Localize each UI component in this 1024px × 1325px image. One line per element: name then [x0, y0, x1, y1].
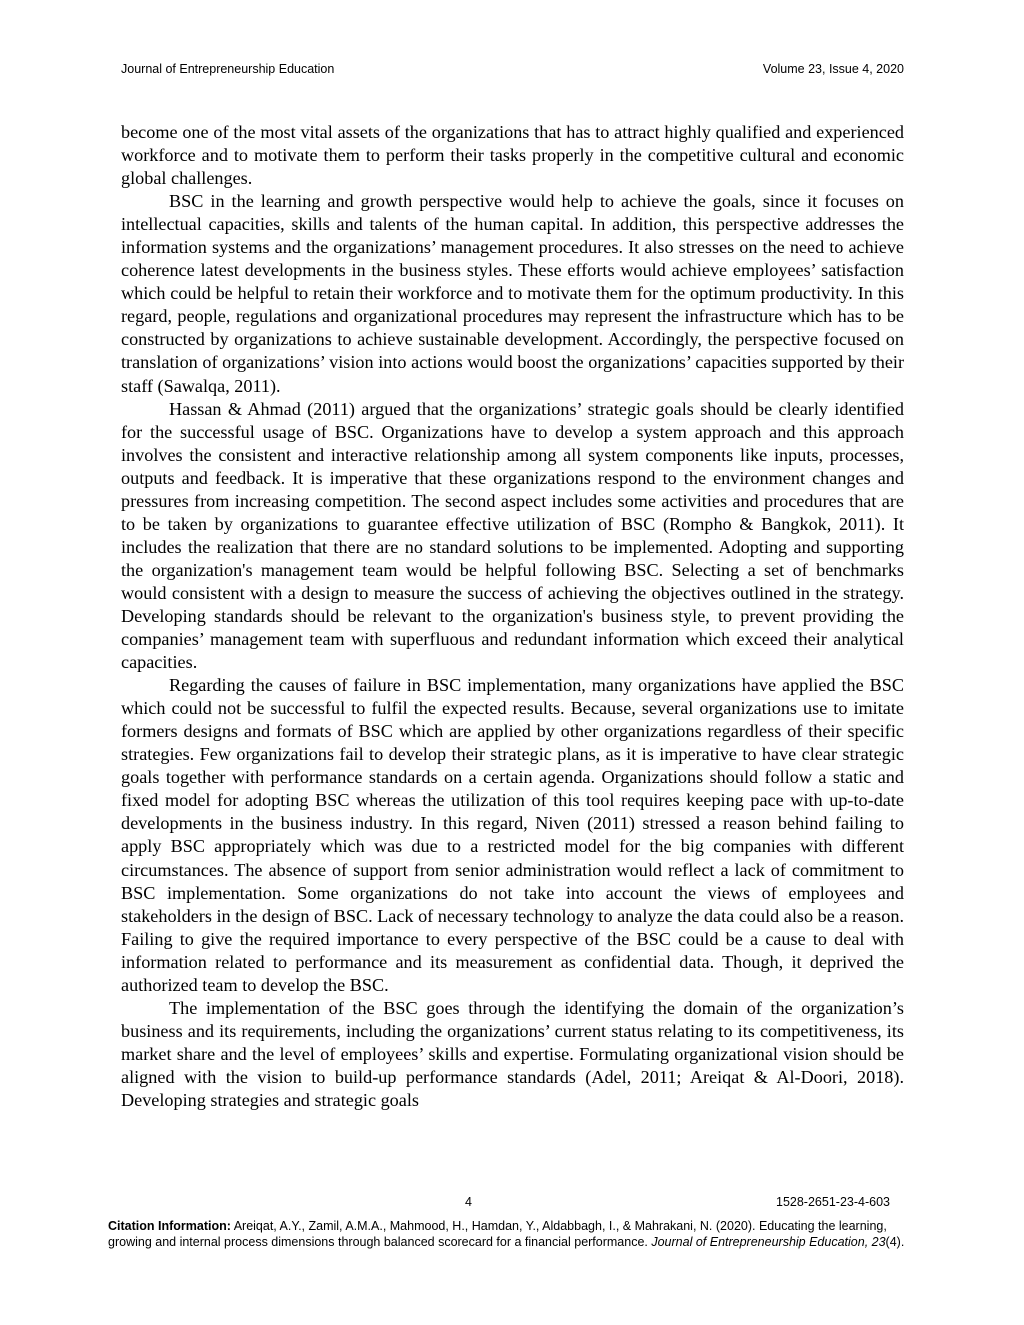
article-code: 1528-2651-23-4-603 — [776, 1195, 890, 1209]
citation-journal: Journal of Entrepreneurship Education, 23 — [651, 1234, 886, 1249]
journal-title: Journal of Entrepreneurship Education — [121, 62, 335, 76]
paragraph: Hassan & Ahmad (2011) argued that the organizations’ strategic goals should be clearly identified for the successful usage of BSC. Organizations have to develop a system approach and this approach involves the consistent and interactive relationship among all system components like inputs, processes, outputs and feedback. It is imperative that these organizations respond to the environment changes and pressures from increasing competition. The second aspect includes some activities and procedures that are to be taken by organizations to guarantee effective utilization of BSC (Rompho & Bangkok, 2011). It includes the realization that there are no standard solutions to be implemented. Adopting and supporting the organization's management team would be helpful following BSC. Selecting a set of benchmarks would consistent with a design to measure the success of achieving the objectives outlined in the strategy. Developing standards should be relevant to the organization's business style, to prevent providing the companies’ management team with superfluous and redundant information which exceed their analytical capacities. — [121, 398, 904, 673]
citation-text: Areiqat, A.Y., Zamil, A.M.A., Mahmood, H., Hamdan, Y., Aldabbagh, I., & Mahrakani, N. (2020). Educating the learning, growing and internal process dimensions through balanced scorecard for a financial performance. — [108, 1219, 887, 1249]
citation-information — [108, 1219, 908, 1250]
page-footer — [121, 1193, 904, 1211]
paragraph-continued: become one of the most vital assets of the organizations that has to attract highly qualified and experienced workforce and to motivate them to perform their tasks properly in the competitive cultural and economic global challenges. — [121, 122, 904, 189]
volume-issue: Volume 23, Issue 4, 2020 — [762, 62, 904, 76]
paragraph: BSC in the learning and growth perspective would help to achieve the goals, since it focuses on intellectual capacities, skills and talents of the human capital. In addition, this perspective addresses the information systems and the organizations’ management procedures. It also stresses on the need to achieve coherence latest developments in the business styles. These efforts would achieve employees’ satisfaction which could be helpful to retain their workforce and to motivate them for the optimum productivity. In this regard, people, regulations and organizational procedures may represent the infrastructure which has to be constructed by organizations to achieve sustainable development. Accordingly, the perspective focused on translation of organizations’ vision into actions would boost the organizations’ capacities supported by their staff (Sawalqa, 2011). — [121, 191, 904, 396]
page-number: 4 — [465, 1195, 472, 1209]
running-header — [121, 60, 904, 78]
paragraph: Regarding the causes of failure in BSC implementation, many organizations have applied the BSC which could not be successful to fulfil the expected results. Because, several organizations use to imitate formers designs and formats of BSC which are applied by other organizations regardless of their specific strategies. Few organizations fail to develop their strategic plans, as it is imperative to have clear strategic goals together with performance standards on a certain agenda. Organizations should follow a static and fixed model for adopting BSC whereas the utilization of this tool requires keeping pace with up-to-date developments in the business industry. In this regard, Niven (2011) stressed a reason behind failing to apply BSC appropriately which was due to a restricted model for the big companies with different circumstances. The absence of support from senior administration would reflect a lack of commitment to BSC implementation. Some organizations do not take into account the views of employees and stakeholders in the design of BSC. Lack of necessary technology to analyze the data could also be a reason. Failing to give the required importance to every perspective of the BSC could be a cause to deal with information related to performance and its measurement as confidential data. Though, it deprived the authorized team to develop the BSC. — [121, 675, 904, 995]
article-body — [121, 121, 904, 1112]
paragraph: The implementation of the BSC goes through the identifying the domain of the organization’s business and its requirements, including the organizations’ current status relating to its competitiveness, its market share and the level of employees’ skills and expertise. Formulating organizational vision should be aligned with the vision to build-up performance standards (Adel, 2011; Areiqat & Al-Doori, 2018). Developing strategies and strategic goals — [121, 997, 904, 1110]
citation-issue: (4). — [885, 1234, 905, 1249]
citation-label: Citation Information: — [108, 1219, 231, 1233]
